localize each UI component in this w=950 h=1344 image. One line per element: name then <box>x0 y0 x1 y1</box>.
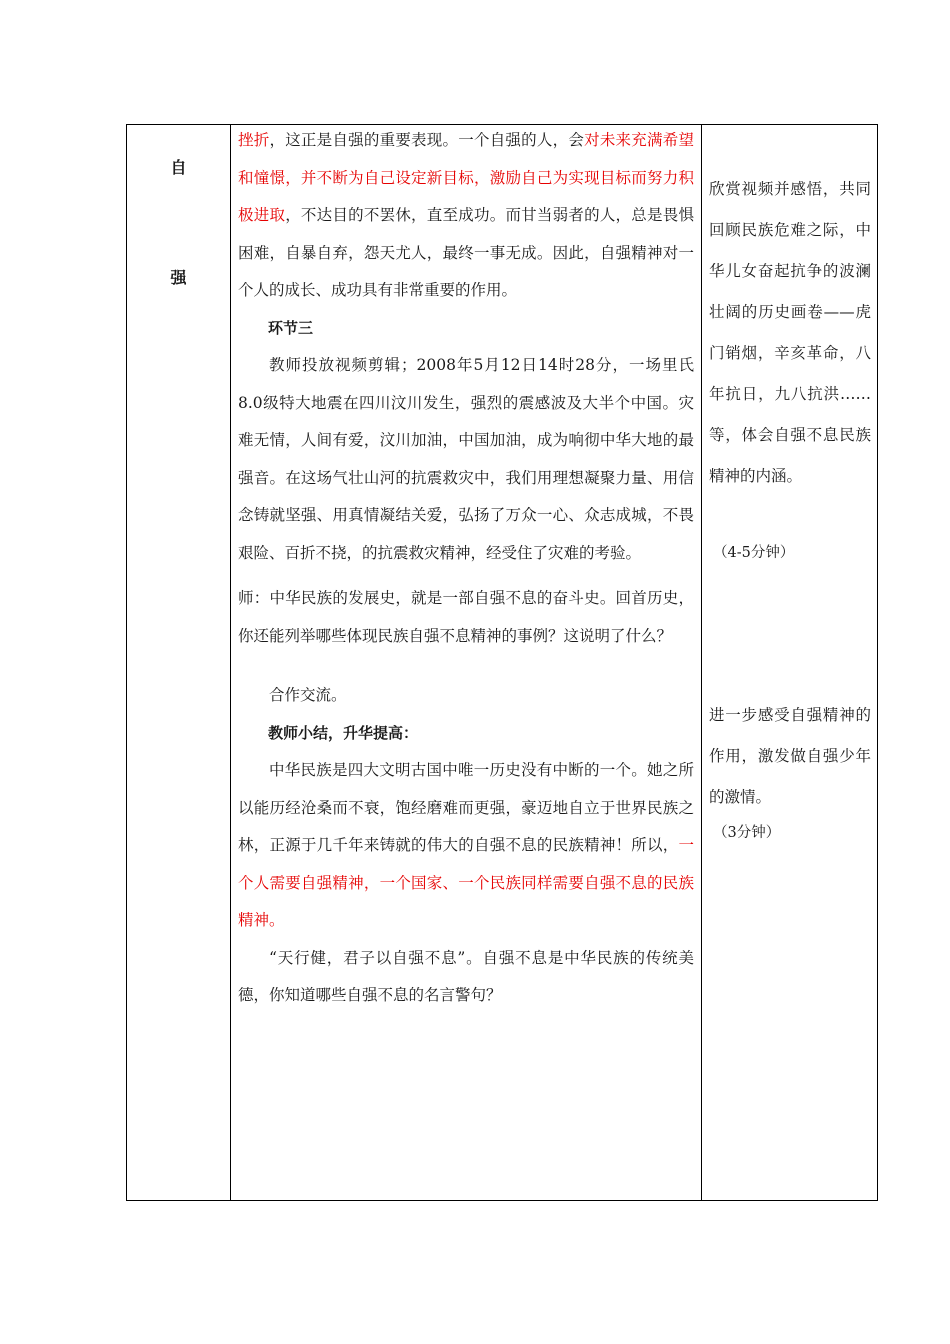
activity-further-feeling: 进一步感受自强精神的作用，激发做自强少年的激情。 <box>709 706 871 806</box>
paragraph-teacher-question: 师：中华民族的发展史，就是一部自强不息的奋斗史。回首历史，你还能列举哪些体现民族自强不息精神的事例？这说明了什么？ <box>238 589 694 645</box>
topic-char-2: 强 <box>170 268 187 287</box>
paragraph-video: 教师投放视频剪辑；2008年5月12日14时28分，一场里氏8.0级特大地震在四川汶川发生，强烈的震感波及大半个中国。灾难无情，人间有爱，汶川加油，中国加油，成为响彻中华大地的最强音。在这场气壮山河的抗震救灾中，我们用理想凝聚力量、用信念铸就坚强、用真情凝结关爱，弘扬了万众一心、众志成城，不畏艰险、百折不挠，的抗震救灾精神，经受住了灾难的考验。 <box>238 356 694 562</box>
red-text: 挫折 <box>238 131 270 149</box>
section-heading: 环节三 <box>268 318 314 337</box>
summary-heading: 教师小结，升华提高： <box>268 723 419 742</box>
topic-column <box>127 125 230 1200</box>
lesson-table <box>126 124 878 1201</box>
red-text: 一个人需要自强精神，一个国家、一个民族同样需要自强不息的民族精神。 <box>238 836 694 929</box>
paragraph-cooperation: 合作交流。 <box>269 686 347 704</box>
activity-video-reflection: 欣赏视频并感悟，共同回顾民族危难之际，中华儿女奋起抗争的波澜壮阔的历史画卷——虎门销烟，辛亥革命，八年抗日，九八抗洪……等，体会自强不息民族精神的内涵。 <box>709 180 871 485</box>
paragraph-quote: “天行健，君子以自强不息”。自强不息是中华民族的传统美德，你知道哪些自强不息的名言警句？ <box>238 948 694 1004</box>
column-divider-left <box>230 125 231 1200</box>
red-text: 对未来充满希望和憧憬，并不断为自己设定新目标，激励自己为实现目标而努力积极进取 <box>238 131 694 224</box>
paragraph-text: ，这正是自强的重要表现。一个自强的人，会 <box>269 131 585 149</box>
time-note-1: （4-5分钟） <box>713 545 795 561</box>
paragraph-text: ，不达目的不罢休，直至成功。而甘当弱者的人，总是畏惧困难，自暴自弃，怨天尤人，最终一事无成。因此，自强精神对一个人的成长、成功具有非常重要的作用。 <box>238 206 694 299</box>
column-divider-right <box>701 125 702 1200</box>
paragraph-self-strength <box>238 122 694 310</box>
topic-char-1: 自 <box>170 158 187 177</box>
paragraph-summary <box>238 752 694 940</box>
paragraph-text: 中华民族是四大文明古国中唯一历史没有中断的一个。她之所以能历经沧桑而不衰，饱经磨难而更强，豪迈地自立于世界民族之林，正源于几千年来铸就的伟大的自强不息的民族精神！所以， <box>238 761 694 854</box>
time-note-2: （3分钟） <box>713 825 781 841</box>
content-column <box>238 125 694 1015</box>
